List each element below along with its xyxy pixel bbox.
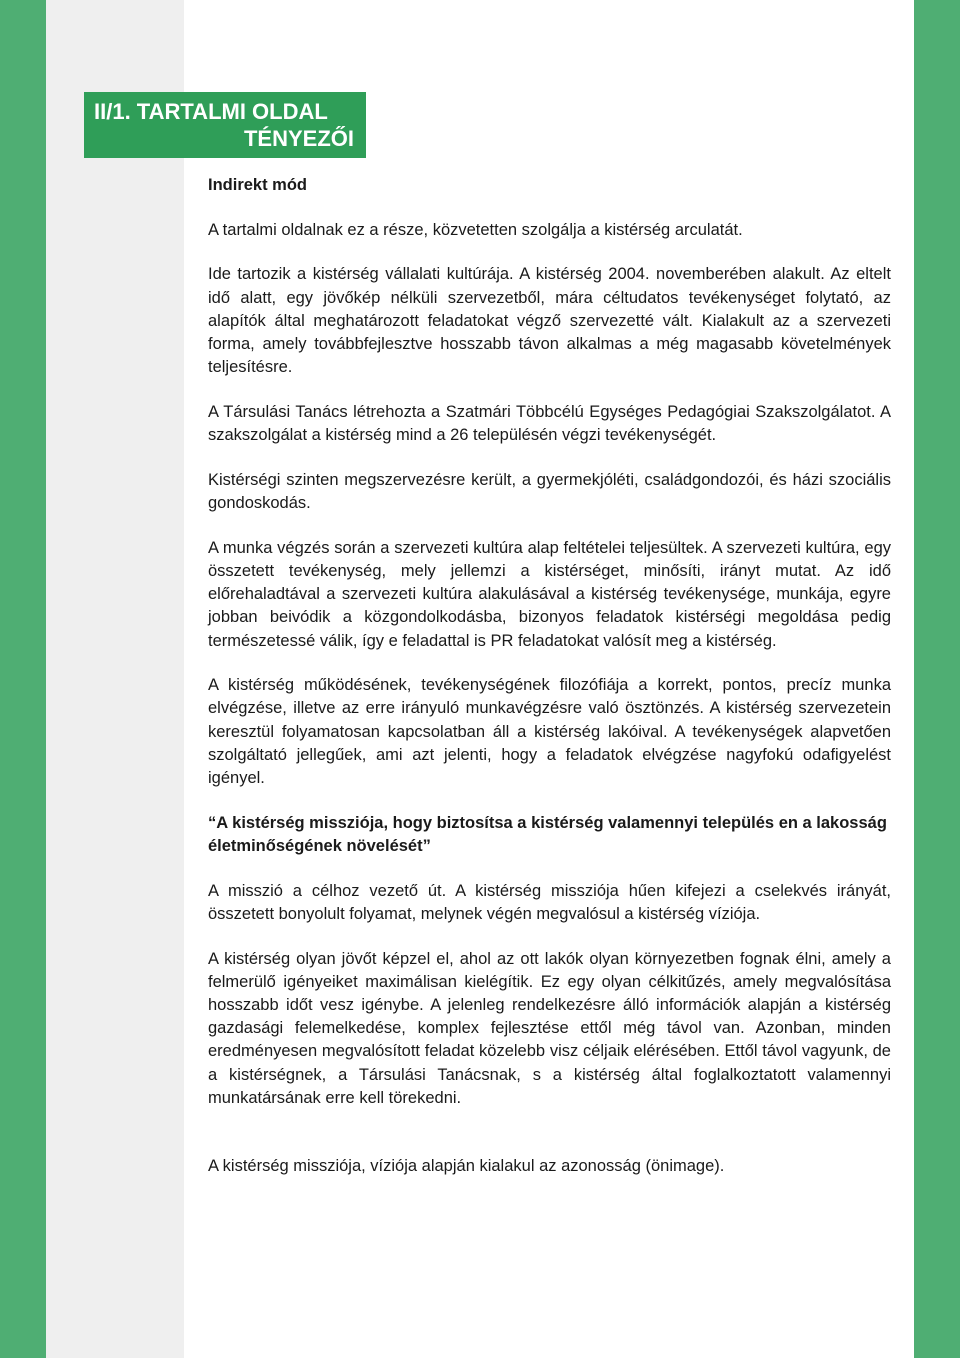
body-text [208, 174, 891, 1200]
paragraph-mission-path: A misszió a célhoz vezető út. A kistérség missziója hűen kifejezi a cselekvés irányát, összetett bonyolult folyamat, melynek végén megvalósul a kistérség víziója. [208, 881, 891, 923]
paragraph-organizational-culture: A munka végzés során a szervezeti kultúra alap feltételei teljesültek. A szervezeti kultúra, egy összetett tevékenység, mely jellemzi a kistérséget, minősíti, irányt mutat. Az idő előrehaladtával a szervezeti kultúra alakulásával a kistérség tevékenysége, munkája, egyre jobban beivódik a közgondolkodásba, bizonyos feladatok kistérségi megoldása pedig természetessé válik, így e feladattal is PR feladatokat valósít meg a kistérség. [208, 538, 891, 650]
section-title-line1: II/1. TARTALMI OLDAL [94, 99, 328, 124]
paragraph-vision: A kistérség olyan jövőt képzel el, ahol az ott lakók olyan környezetben fognak élni, amely a felmerülő igényeiket maximálisan kielégítik. Ez egy olyan célkitűzés, amely megvalósítása hosszabb időt vesz igénybe. A jelenleg rendelkezésre álló információk alapján a kistérség gazdasági felemelkedése, komplex fejlesztése ettől még távol van. Azonban, minden eredményesen megvalósított feladat közelebb visz céljaik elérésében. Ettől távol vagyunk, de a kistérségnek, a Társulási Tanácsnak, s a kistérség által foglalkoztatott valamennyi munkatársának erre kell törekedni. [208, 949, 891, 1107]
paragraph-corporate-culture: Ide tartozik a kistérség vállalati kultúrája. A kistérség 2004. novemberében alakult. Az eltelt idő alatt, egy jövőkép nélküli szervezetből, mára céltudatos tevékenységet folytató, az alapítók által meghatározott feladatokat végző szervezetté vált. Kialakult az a szervezeti forma, amely továbbfejlesztve hosszabb távon alkalmas a még magasabb követelmények teljesítésre. [208, 265, 891, 377]
paragraph-pedagogical-service: A Társulási Tanács létrehozta a Szatmári Többcélú Egységes Pedagógiai Szakszolgálatot. A szakszolgálat a kistérség mind a 26 településén végzi tevékenységét. [208, 402, 891, 445]
section-title-box [84, 92, 366, 158]
right-green-band [914, 0, 960, 1358]
paragraph-social-care: Kistérségi szinten megszervezésre került, a gyermekjóléti, családgondozói, és házi szociális gondoskodás. [208, 470, 891, 513]
paragraph-philosophy: A kistérség működésének, tevékenységének filozófiája a korrekt, pontos, precíz munka elvégzése, illetve az erre irányuló munkavégzésre való ösztönzés. A kistérség szervezetein keresztül folyamatosan kapcsolatban áll a kistérség lakóival. A tevékenységek alapvetően szolgáltató jellegűek, ami azt jelenti, hogy a feladatok elvégzése nagyfokú odafigyelést igényel. [208, 676, 891, 788]
mission-statement: “A kistérség missziója, hogy biztosítsa a kistérség valamennyi település en a lakosság életminőségének növelését” [208, 813, 887, 855]
left-gray-band [46, 0, 184, 1358]
section-title-line2: TÉNYEZŐI [243, 126, 354, 151]
left-green-band [0, 0, 46, 1358]
paragraph-intro: A tartalmi oldalnak ez a része, közvetetten szolgálja a kistérség arculatát. [208, 220, 743, 239]
subheading: Indirekt mód [208, 176, 308, 194]
paragraph-identity: A kistérség missziója, víziója alapján kialakul az azonosság (önimage). [208, 1157, 725, 1175]
